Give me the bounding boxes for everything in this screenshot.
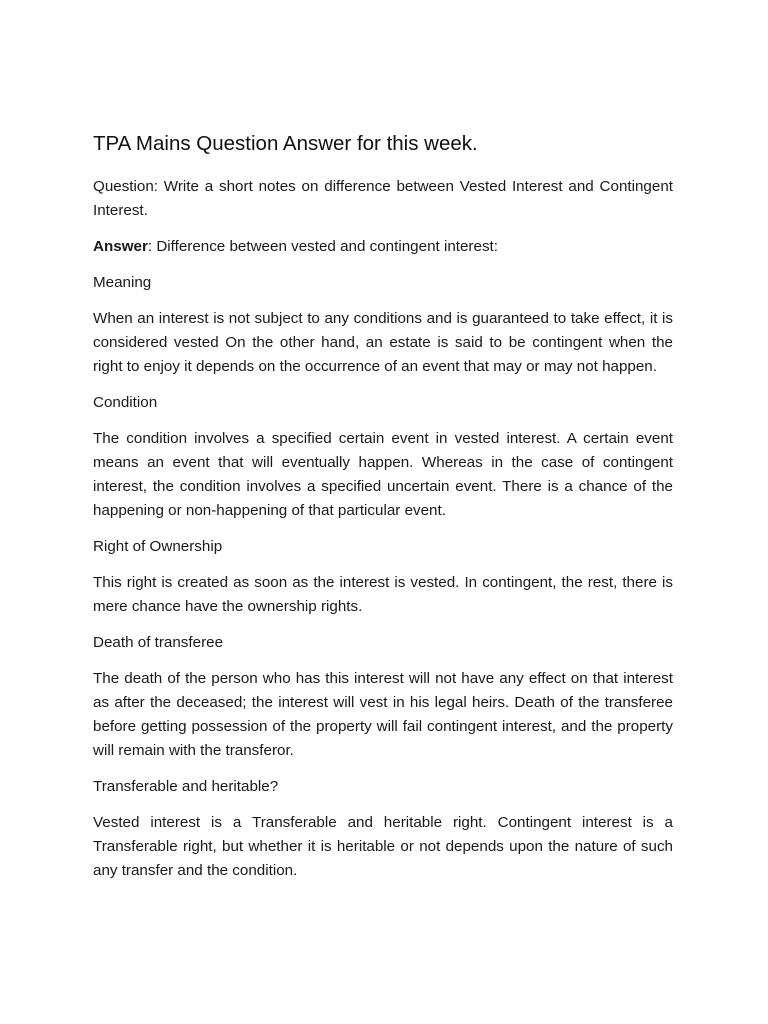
section-body-meaning: When an interest is not subject to any conditions and is guaranteed to take effect, it is considered vested On the other hand, an estate is said to be contingent when the right to enjoy it depends on the occurrence of an event that may or may not happen. <box>93 310 673 375</box>
answer-label: Answer <box>93 238 148 255</box>
answer-paragraph <box>93 235 673 259</box>
section-heading-condition: Condition <box>93 394 158 411</box>
answer-text: : Difference between vested and contingent interest: <box>147 238 498 255</box>
section-body-transferable-heritable: Vested interest is a Transferable and heritable right. Contingent interest is a Transferable right, but whether it is heritable or not depends upon the nature of such any transfer and the condition. <box>93 814 673 879</box>
section-body-condition: The condition involves a specified certain event in vested interest. A certain event means an event that will eventually happen. Whereas in the case of contingent interest, the condition involves a specified uncertain event. There is a chance of the happening or non-happening of that particular event. <box>93 430 673 519</box>
section-heading-transferable-heritable: Transferable and heritable? <box>93 778 279 795</box>
section-body-death-of-transferee: The death of the person who has this interest will not have any effect on that interest as after the deceased; the interest will vest in his legal heirs. Death of the transferee before getting possession of the property will fail contingent interest, and the property will remain with the transferor. <box>93 670 673 759</box>
section-heading-right-of-ownership: Right of Ownership <box>93 538 223 555</box>
section-heading-death-of-transferee: Death of transferee <box>93 634 224 651</box>
question-paragraph: Question: Write a short notes on difference between Vested Interest and Contingent Interest. <box>93 178 673 219</box>
document-page <box>93 130 673 895</box>
section-body-right-of-ownership: This right is created as soon as the interest is vested. In contingent, the rest, there is mere chance have the ownership rights. <box>93 574 673 615</box>
document-title: TPA Mains Question Answer for this week. <box>93 132 478 155</box>
section-heading-meaning: Meaning <box>93 274 152 291</box>
